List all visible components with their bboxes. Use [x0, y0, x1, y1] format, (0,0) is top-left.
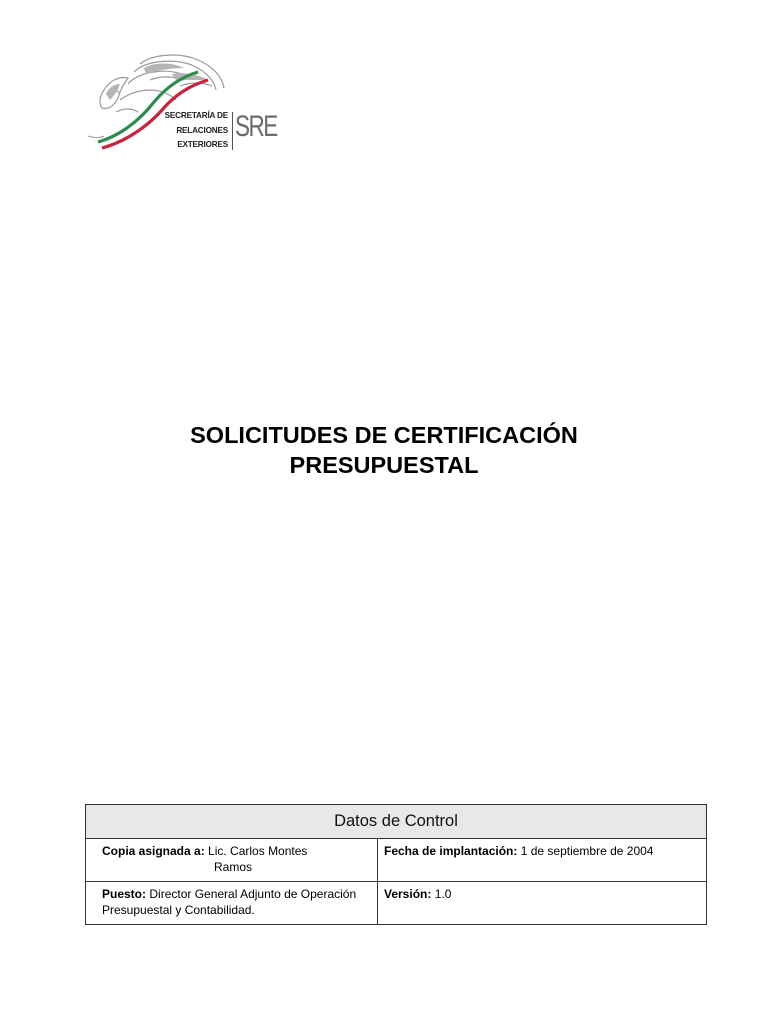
post-cell: [86, 882, 378, 924]
version-cell: [378, 882, 706, 924]
implementation-date-value: 1 de septiembre de 2004: [520, 844, 654, 858]
document-title: [84, 420, 684, 480]
control-data-table: [85, 804, 707, 925]
logo-line-1: SECRETARÍA DE: [164, 111, 228, 120]
table-row: [86, 839, 706, 882]
table-row: [86, 882, 706, 924]
logo-sre-mark: SRE: [235, 110, 277, 143]
implementation-date-cell: [378, 839, 706, 881]
version-value: 1.0: [434, 887, 452, 901]
sre-logo: [80, 50, 277, 160]
title-line-1: SOLICITUDES DE CERTIFICACIÓN: [190, 422, 578, 448]
control-table-heading: Datos de Control: [86, 805, 706, 839]
implementation-date-label: Fecha de implantación:: [384, 844, 518, 858]
post-value-cont: Presupuestal y Contabilidad.: [102, 902, 255, 917]
post-value: Director General Adjunto de Operación: [149, 887, 357, 901]
title-line-2: PRESUPUESTAL: [289, 452, 479, 478]
copy-assigned-cell: [86, 839, 378, 881]
logo-line-2: RELACIONES: [176, 126, 228, 135]
copy-assigned-value: Lic. Carlos Montes: [208, 844, 308, 858]
copy-assigned-value-cont: Ramos: [214, 859, 253, 874]
post-label: Puesto:: [102, 887, 147, 901]
copy-assigned-label: Copia asignada a:: [102, 844, 205, 858]
logo-divider: [232, 112, 233, 150]
logo-line-3: EXTERIORES: [177, 140, 228, 149]
version-label: Versión:: [384, 887, 432, 901]
